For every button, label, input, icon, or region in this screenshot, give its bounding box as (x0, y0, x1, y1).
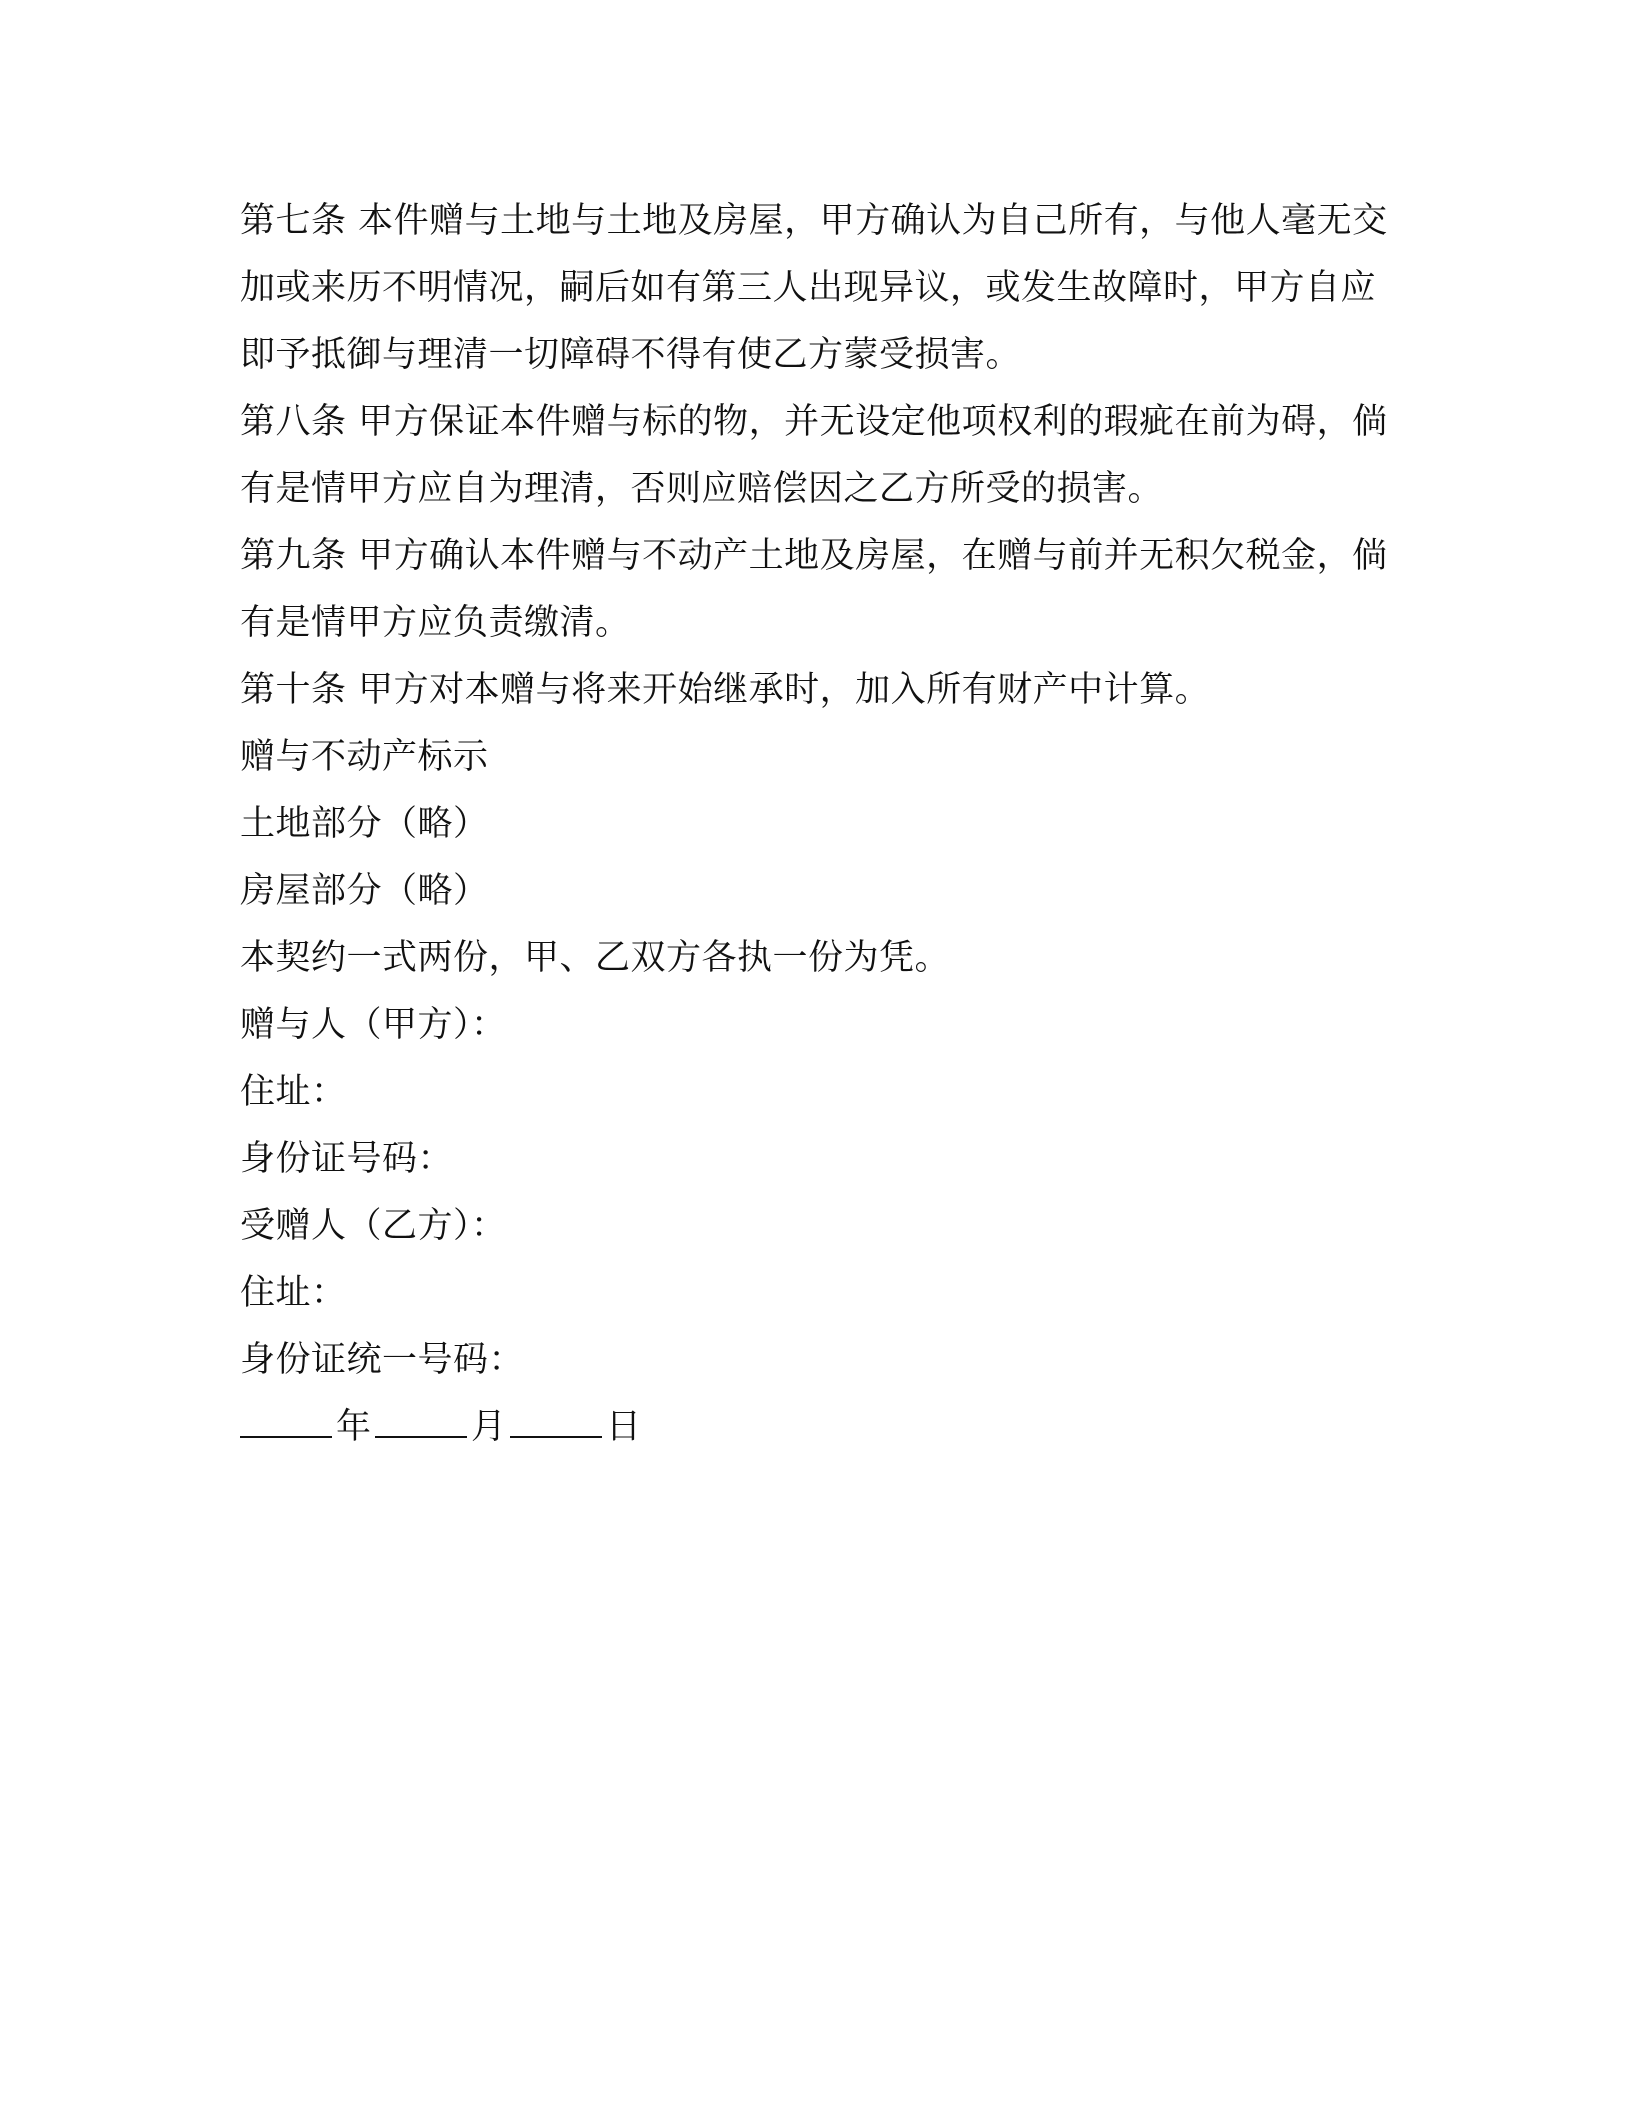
day-blank (510, 1402, 602, 1438)
donee-id-label: 身份证统一号码： (240, 1340, 525, 1380)
month-blank (375, 1402, 467, 1438)
land-section: 土地部分（略） (240, 804, 489, 844)
year-label: 年 (336, 1407, 372, 1447)
donor-id-label: 身份证号码： (240, 1139, 454, 1179)
article-8: 第八条 甲方保证本件赠与标的物，并无设定他项权利的瑕疵在前为碍，倘有是情甲方应自为理清，否则应赔偿因之乙方所受的损害。 (240, 402, 1388, 509)
document-page (240, 188, 1400, 1461)
donee-address-label: 住址： (240, 1273, 347, 1313)
article-9: 第九条 甲方确认本件赠与不动产土地及房屋，在赠与前并无积欠税金，倘有是情甲方应负责缴清。 (240, 536, 1388, 643)
copies-clause: 本契约一式两份，甲、乙双方各执一份为凭。 (240, 938, 951, 978)
day-label: 日 (606, 1407, 642, 1447)
donor-label: 赠与人（甲方）： (240, 1005, 507, 1045)
house-section: 房屋部分（略） (240, 871, 489, 911)
year-blank (240, 1402, 332, 1438)
article-10: 第十条 甲方对本赠与将来开始继承时，加入所有财产中计算。 (240, 670, 1211, 710)
article-7: 第七条 本件赠与土地与土地及房屋，甲方确认为自己所有，与他人毫无交加或来历不明情况，嗣后如有第三人出现异议，或发生故障时，甲方自应即予抵御与理清一切障碍不得有使乙方蒙受损害。 (240, 201, 1388, 375)
property-heading: 赠与不动产标示 (240, 737, 489, 777)
donee-label: 受赠人（乙方）： (240, 1206, 507, 1246)
donor-address-label: 住址： (240, 1072, 347, 1112)
month-label: 月 (471, 1407, 507, 1447)
date-line (240, 1394, 1400, 1461)
